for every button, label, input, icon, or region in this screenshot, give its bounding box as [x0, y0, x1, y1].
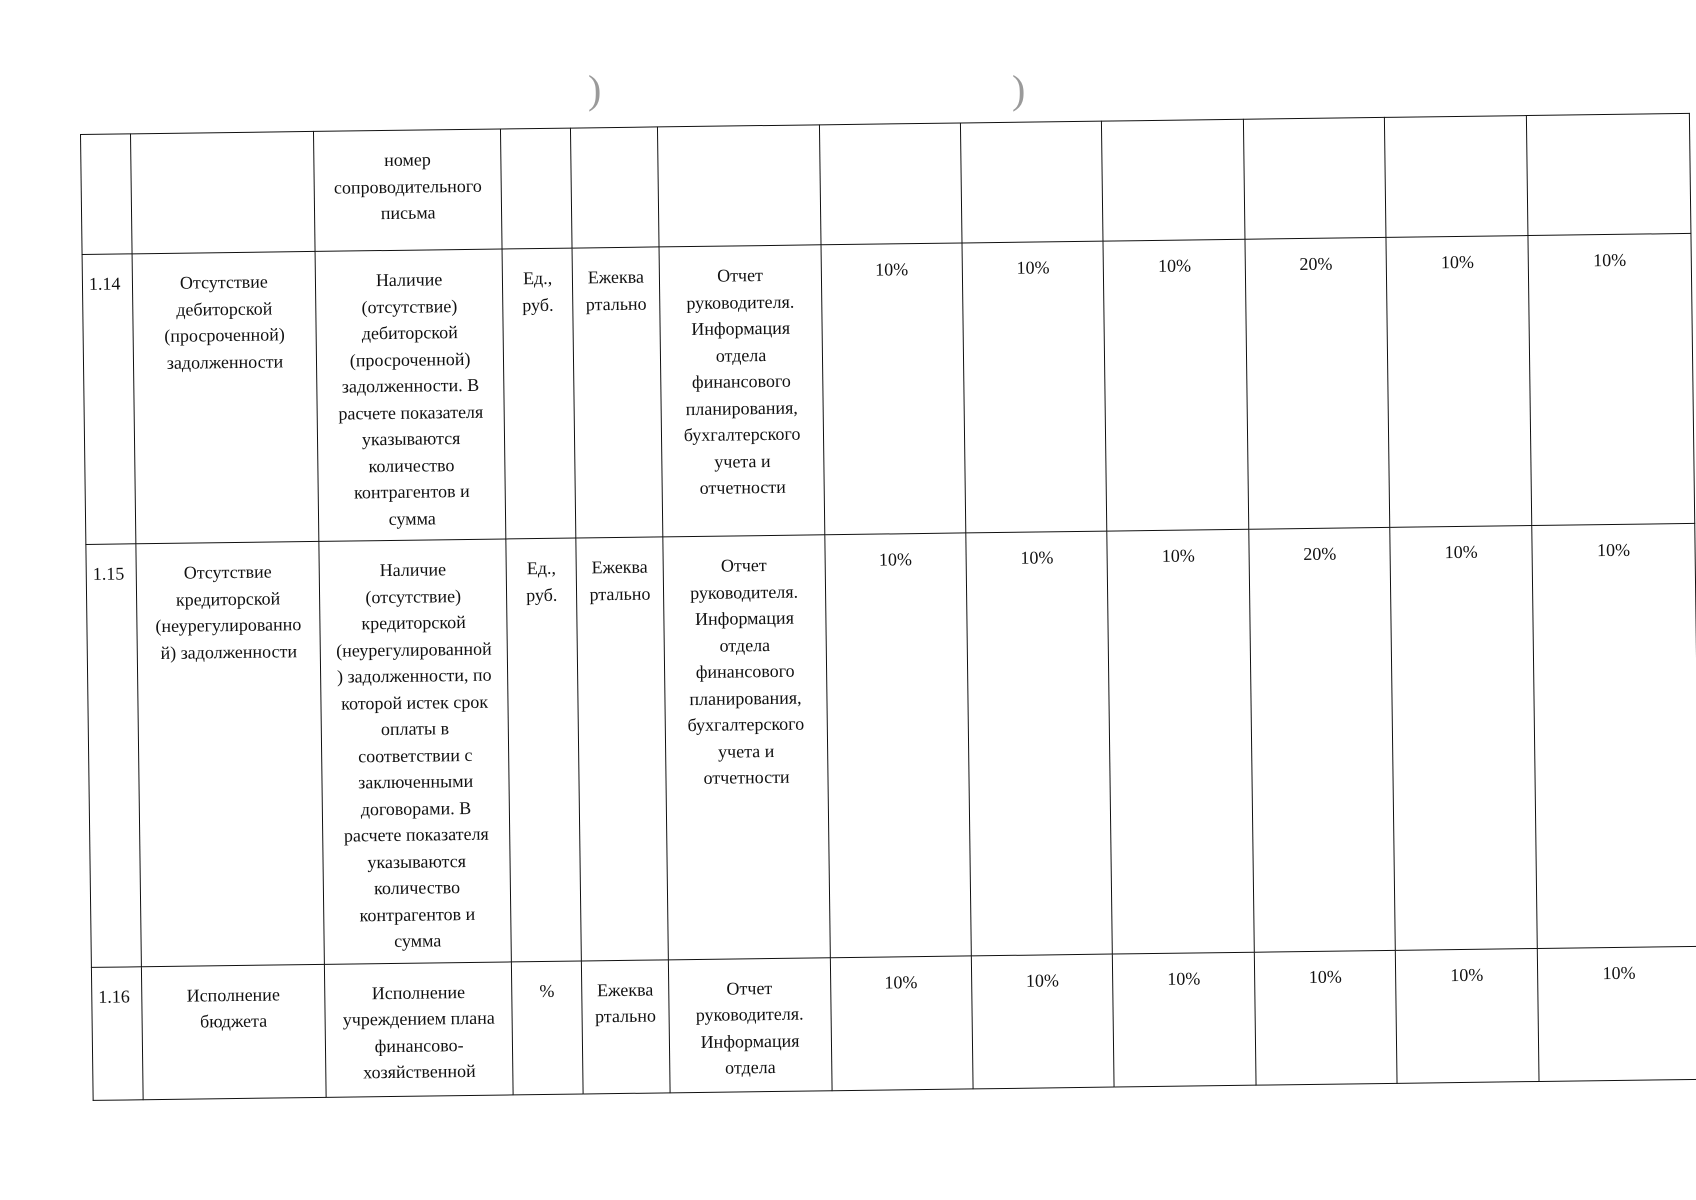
indicator-description: Исполнение учреждением плана финансово- хозяйственной	[325, 961, 514, 1096]
document-sheet	[80, 113, 1696, 1100]
source-cell: Отчет руководителя. Информация отдела финансового планирования, бухгалтерского учета и отчетности	[662, 535, 829, 960]
indicator-description: номер сопроводительного письма	[314, 129, 502, 251]
unit-cell	[501, 128, 573, 249]
value-cell: 10%	[1103, 239, 1248, 531]
period-cell: Ежеква ртально	[572, 247, 662, 538]
table-row	[86, 523, 1696, 967]
row-number: 1.16	[91, 966, 142, 1100]
scan-mark-left: )	[588, 67, 602, 112]
value-cell: 10%	[1113, 952, 1256, 1087]
value-cell: 10%	[1532, 523, 1696, 948]
value-cell: 10%	[821, 243, 966, 535]
value-cell: 10%	[830, 955, 973, 1090]
value-cell	[1385, 116, 1528, 238]
period-cell	[571, 127, 659, 248]
value-cell: 10%	[962, 241, 1107, 533]
value-cell	[1102, 119, 1245, 241]
value-cell: 10%	[824, 533, 971, 957]
value-cell: 10%	[1107, 529, 1254, 953]
indicator-description: Наличие (отсутствие) кредиторской (неурегулированной ) задолженности, по которой истек срок оплаты в соответствии с заключенными договорами. В расчете показателя указываются количество контрагентов и сумма	[319, 539, 511, 964]
indicator-name: Отсутствие дебиторской (просроченной) задолженности	[132, 251, 319, 543]
value-cell: 10%	[1537, 946, 1696, 1081]
table-row	[81, 113, 1691, 254]
value-cell: 10%	[966, 531, 1113, 955]
unit-cell: Ед., руб.	[506, 538, 582, 961]
indicator-name: Исполнение бюджета	[141, 964, 326, 1099]
row-number: 1.15	[86, 544, 141, 967]
value-cell: 10%	[1528, 233, 1695, 525]
value-cell: 10%	[1386, 236, 1531, 528]
period-cell: Ежеква ртально	[576, 537, 668, 961]
value-cell: 10%	[1390, 526, 1537, 950]
indicator-description: Наличие (отсутствие) дебиторской (просроченной) задолженности. В расчете показателя указываются количество контрагентов и сумма	[315, 249, 506, 541]
indicator-name: Отсутствие кредиторской (неурегулированно й) задолженности	[136, 541, 325, 966]
scan-mark-right: )	[1012, 67, 1026, 112]
value-cell	[1243, 117, 1386, 239]
row-number: 1.14	[82, 254, 135, 545]
unit-cell: Ед., руб.	[502, 248, 576, 539]
value-cell	[960, 121, 1103, 243]
value-cell: 10%	[1254, 950, 1397, 1085]
indicators-table	[80, 113, 1696, 1100]
source-cell: Отчет руководителя. Информация отдела	[668, 957, 832, 1092]
value-cell	[1526, 113, 1691, 235]
value-cell: 20%	[1245, 237, 1390, 529]
value-cell: 10%	[1396, 948, 1539, 1083]
unit-cell: %	[511, 961, 583, 1095]
value-cell: 10%	[971, 954, 1114, 1089]
period-cell: Ежеква ртально	[582, 959, 670, 1093]
table-row	[82, 233, 1695, 544]
indicator-name	[130, 131, 315, 253]
source-cell	[657, 125, 821, 247]
value-cell	[819, 123, 962, 245]
table-row	[91, 946, 1696, 1100]
source-cell: Отчет руководителя. Информация отдела финансового планирования, бухгалтерского учета и отчетности	[659, 245, 825, 537]
row-number	[81, 134, 132, 255]
value-cell: 20%	[1249, 527, 1396, 951]
